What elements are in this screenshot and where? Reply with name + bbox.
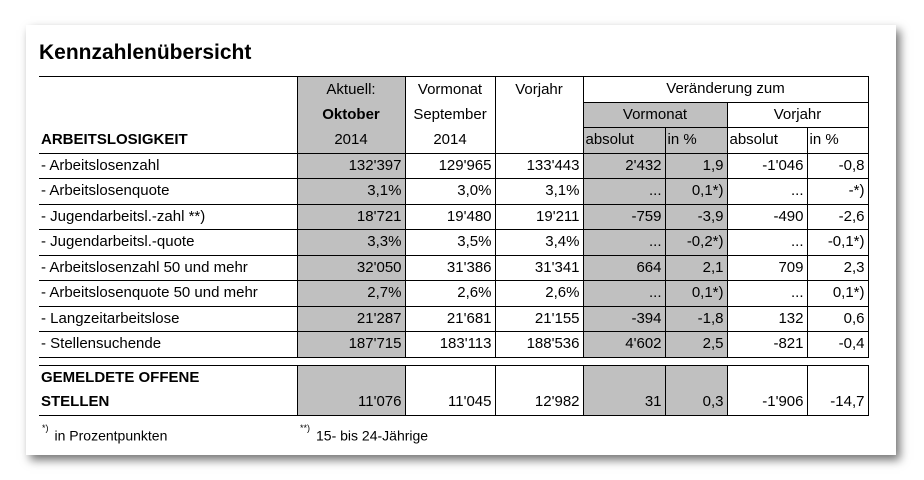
cell-current: 3,3% xyxy=(297,230,405,256)
cell-vm-abs: ... xyxy=(583,230,665,256)
row-label: - Jugendarbeitsl.-zahl **) xyxy=(39,204,297,230)
row-label: - Arbeitslosenquote xyxy=(39,179,297,205)
spacer-row xyxy=(39,357,868,365)
cell-vm-pct: -3,9 xyxy=(665,204,727,230)
stellen-label-line2: STELLEN xyxy=(39,390,297,415)
cell-vormonat: 21'681 xyxy=(405,306,495,332)
table-row xyxy=(39,179,868,205)
cell-current: 32'050 xyxy=(297,255,405,281)
cell-vj-abs: ... xyxy=(727,230,807,256)
header-absolut-vm: absolut xyxy=(583,128,665,154)
cell-vormonat: 3,0% xyxy=(405,179,495,205)
footnote-2-mark: **) xyxy=(300,423,311,433)
cell-vormonat: 183'113 xyxy=(405,332,495,358)
cell-current: 21'287 xyxy=(297,306,405,332)
header-veraenderung: Veränderung zum xyxy=(583,77,868,103)
cell-current: 132'397 xyxy=(297,153,405,179)
cell-vormonat: 31'386 xyxy=(405,255,495,281)
row-label: - Arbeitslosenquote 50 und mehr xyxy=(39,281,297,307)
section-arbeitslosigkeit: ARBEITSLOSIGKEIT xyxy=(39,128,297,154)
header-empty xyxy=(39,77,297,103)
cell-vj-pct: -0,1*) xyxy=(807,230,868,256)
cell-vm-pct: 0,1*) xyxy=(665,281,727,307)
cell-vm-pct: -0,2*) xyxy=(665,230,727,256)
header-absolut-vj: absolut xyxy=(727,128,807,154)
kennzahlen-table xyxy=(39,76,869,416)
cell-vj-pct: -0,8 xyxy=(807,153,868,179)
header-oktober: Oktober xyxy=(297,102,405,128)
cell-vm-pct: 0,1*) xyxy=(665,179,727,205)
stellen-vm-pct: 0,3 xyxy=(665,390,727,415)
header-vormonat: Vormonat xyxy=(405,77,495,103)
stellen-row-2 xyxy=(39,390,868,415)
cell-vm-abs: 664 xyxy=(583,255,665,281)
cell-vj-pct: -0,4 xyxy=(807,332,868,358)
header-row-3 xyxy=(39,128,868,154)
cell-vj-pct: -2,6 xyxy=(807,204,868,230)
cell-vorjahr: 2,6% xyxy=(495,281,583,307)
table-row xyxy=(39,281,868,307)
cell-vj-abs: ... xyxy=(727,281,807,307)
footnote-2-text: 15- bis 24-Jährige xyxy=(316,427,429,444)
cell-vorjahr: 19'211 xyxy=(495,204,583,230)
cell-vorjahr: 188'536 xyxy=(495,332,583,358)
header-year-vormonat: 2014 xyxy=(405,128,495,154)
header-empty xyxy=(39,102,297,128)
stellen-label-line1: GEMELDETE OFFENE xyxy=(39,365,297,390)
cell-vorjahr: 3,4% xyxy=(495,230,583,256)
header-year-aktuell: 2014 xyxy=(297,128,405,154)
cell-vormonat: 19'480 xyxy=(405,204,495,230)
cell-vm-abs: ... xyxy=(583,281,665,307)
header-aktuell: Aktuell: xyxy=(297,77,405,103)
cell-vm-abs: -394 xyxy=(583,306,665,332)
cell-vm-pct: -1,8 xyxy=(665,306,727,332)
cell-vormonat: 129'965 xyxy=(405,153,495,179)
cell-vj-pct: 0,1*) xyxy=(807,281,868,307)
row-label: - Langzeitarbeitslose xyxy=(39,306,297,332)
cell-vm-abs: 4'602 xyxy=(583,332,665,358)
header-row-1 xyxy=(39,77,868,103)
header-sub-vorjahr: Vorjahr xyxy=(727,102,868,128)
cell-vm-abs: 2'432 xyxy=(583,153,665,179)
footnote-1-text: in Prozentpunkten xyxy=(54,427,168,444)
row-label: - Arbeitslosenzahl xyxy=(39,153,297,179)
cell-vj-pct: 0,6 xyxy=(807,306,868,332)
table-row xyxy=(39,153,868,179)
row-label: - Jugendarbeitsl.-quote xyxy=(39,230,297,256)
header-pct-vj: in % xyxy=(807,128,868,154)
header-empty xyxy=(495,102,583,128)
header-row-2 xyxy=(39,102,868,128)
footnote-1 xyxy=(42,423,167,445)
cell-vm-abs: ... xyxy=(583,179,665,205)
header-pct-vm: in % xyxy=(665,128,727,154)
header-september: September xyxy=(405,102,495,128)
cell-vorjahr: 3,1% xyxy=(495,179,583,205)
stellen-vj-pct: -14,7 xyxy=(807,390,868,415)
cell-vormonat: 3,5% xyxy=(405,230,495,256)
stellen-vormonat: 11'045 xyxy=(405,390,495,415)
cell-vorjahr: 133'443 xyxy=(495,153,583,179)
cell-vm-pct: 2,1 xyxy=(665,255,727,281)
cell-vj-abs: ... xyxy=(727,179,807,205)
cell-vj-abs: -821 xyxy=(727,332,807,358)
cell-vj-abs: 132 xyxy=(727,306,807,332)
header-empty xyxy=(495,128,583,154)
cell-current: 3,1% xyxy=(297,179,405,205)
row-label: - Stellensuchende xyxy=(39,332,297,358)
table-row xyxy=(39,306,868,332)
cell-vj-abs: -490 xyxy=(727,204,807,230)
table-row xyxy=(39,255,868,281)
cell-current: 187'715 xyxy=(297,332,405,358)
header-sub-vormonat: Vormonat xyxy=(583,102,727,128)
stellen-vorjahr: 12'982 xyxy=(495,390,583,415)
page-title: Kennzahlenübersicht xyxy=(39,41,252,64)
cell-vormonat: 2,6% xyxy=(405,281,495,307)
stellen-row-1 xyxy=(39,365,868,390)
cell-current: 18'721 xyxy=(297,204,405,230)
table-row xyxy=(39,204,868,230)
cell-vorjahr: 21'155 xyxy=(495,306,583,332)
row-label: - Arbeitslosenzahl 50 und mehr xyxy=(39,255,297,281)
table-row xyxy=(39,332,868,358)
cell-vm-pct: 1,9 xyxy=(665,153,727,179)
header-vorjahr: Vorjahr xyxy=(495,77,583,103)
cell-vm-abs: -759 xyxy=(583,204,665,230)
footnote-1-mark: *) xyxy=(42,423,49,433)
stellen-current: 11'076 xyxy=(297,390,405,415)
cell-current: 2,7% xyxy=(297,281,405,307)
cell-vj-pct: -*) xyxy=(807,179,868,205)
stellen-vj-abs: -1'906 xyxy=(727,390,807,415)
cell-vj-pct: 2,3 xyxy=(807,255,868,281)
stellen-vm-abs: 31 xyxy=(583,390,665,415)
footnote-2 xyxy=(300,423,428,445)
table-row xyxy=(39,230,868,256)
cell-vj-abs: 709 xyxy=(727,255,807,281)
cell-vj-abs: -1'046 xyxy=(727,153,807,179)
cell-vm-pct: 2,5 xyxy=(665,332,727,358)
cell-vorjahr: 31'341 xyxy=(495,255,583,281)
